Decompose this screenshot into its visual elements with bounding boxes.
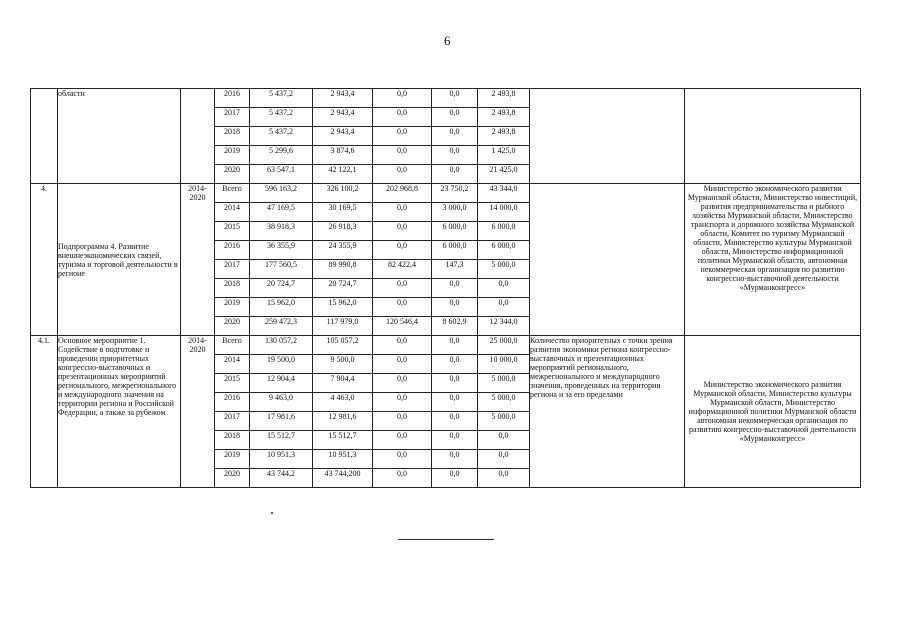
responsible: Министерство экономического развития Мурманской области, Министерство культуры Мурманской области, Министерство информационной политики Мурманской области автономная некоммерческая организация по развитию конгрессно-выставочной деятельности «Мурманконгресс» bbox=[685, 336, 861, 488]
year-cell: 2019 bbox=[215, 146, 250, 165]
value-cell-5: 21 425,0 bbox=[478, 165, 530, 184]
value-cell-2: 15 962,0 bbox=[313, 298, 373, 317]
value-cell-5: 2 493,8 bbox=[478, 89, 530, 108]
measure-name: Подпрограмма 4. Развитие внешнеэкономических связей, туризма и торговой деятельности в регионе bbox=[58, 184, 181, 336]
value-cell-5: 6 000,0 bbox=[478, 222, 530, 241]
value-cell-1: 5 437,2 bbox=[250, 127, 313, 146]
value-cell-1: 9 463,0 bbox=[250, 393, 313, 412]
year-cell: 2016 bbox=[215, 241, 250, 260]
value-cell-2: 326 100,2 bbox=[313, 184, 373, 203]
value-cell-3: 0,0 bbox=[373, 279, 432, 298]
value-cell-5: 2 493,8 bbox=[478, 127, 530, 146]
value-cell-4: 0,0 bbox=[432, 450, 478, 469]
value-cell-4: 0,0 bbox=[432, 374, 478, 393]
value-cell-2: 7 904,4 bbox=[313, 374, 373, 393]
value-cell-1: 5 437,2 bbox=[250, 108, 313, 127]
value-cell-1: 12 904,4 bbox=[250, 374, 313, 393]
value-cell-4: 0,0 bbox=[432, 165, 478, 184]
responsible bbox=[685, 89, 861, 184]
year-cell: 2019 bbox=[215, 298, 250, 317]
value-cell-2: 12 981,6 bbox=[313, 412, 373, 431]
value-cell-3: 0,0 bbox=[373, 108, 432, 127]
year-cell: 2020 bbox=[215, 317, 250, 336]
value-cell-1: 10 951,3 bbox=[250, 450, 313, 469]
value-cell-3: 0,0 bbox=[373, 127, 432, 146]
value-cell-5: 25 000,0 bbox=[478, 336, 530, 355]
value-cell-5: 5 000,0 bbox=[478, 412, 530, 431]
row-number bbox=[31, 89, 58, 184]
year-cell: 2019 bbox=[215, 450, 250, 469]
value-cell-4: 0,0 bbox=[432, 127, 478, 146]
value-cell-3: 0,0 bbox=[373, 431, 432, 450]
value-cell-5: 2 493,8 bbox=[478, 108, 530, 127]
value-cell-4: 23 750,2 bbox=[432, 184, 478, 203]
measure-name: Основное мероприятие 1. Содействие в подготовке и проведении приоритетных конгрессно-выставочных и презентационных мероприятий регионального, межрегионального и международного значения на территории региона и Российской Федерации, а также за рубежом bbox=[58, 336, 181, 488]
value-cell-1: 15 962,0 bbox=[250, 298, 313, 317]
value-cell-1: 63 547,1 bbox=[250, 165, 313, 184]
value-cell-3: 0,0 bbox=[373, 355, 432, 374]
value-cell-1: 17 981,6 bbox=[250, 412, 313, 431]
value-cell-1: 20 724,7 bbox=[250, 279, 313, 298]
value-cell-2: 2 943,4 bbox=[313, 127, 373, 146]
value-cell-5: 0,0 bbox=[478, 298, 530, 317]
year-cell: 2017 bbox=[215, 260, 250, 279]
value-cell-4: 8 602,9 bbox=[432, 317, 478, 336]
value-cell-2: 43 744,200 bbox=[313, 469, 373, 488]
value-cell-1: 5 299,6 bbox=[250, 146, 313, 165]
row-number: 4. bbox=[31, 184, 58, 336]
period: 2014-2020 bbox=[181, 184, 215, 336]
year-cell: Всего bbox=[215, 184, 250, 203]
value-cell-1: 19 500,0 bbox=[250, 355, 313, 374]
value-cell-2: 9 500,0 bbox=[313, 355, 373, 374]
value-cell-1: 15 512,7 bbox=[250, 431, 313, 450]
value-cell-4: 0,0 bbox=[432, 146, 478, 165]
year-cell: 2016 bbox=[215, 393, 250, 412]
value-cell-5: 5 000,0 bbox=[478, 393, 530, 412]
value-cell-3: 0,0 bbox=[373, 89, 432, 108]
value-cell-3: 0,0 bbox=[373, 336, 432, 355]
value-cell-5: 0,0 bbox=[478, 450, 530, 469]
value-cell-4: 0,0 bbox=[432, 412, 478, 431]
value-cell-3: 0,0 bbox=[373, 222, 432, 241]
value-cell-3: 120 546,4 bbox=[373, 317, 432, 336]
year-cell: 2020 bbox=[215, 469, 250, 488]
value-cell-3: 82 422,4 bbox=[373, 260, 432, 279]
value-cell-1: 43 744,2 bbox=[250, 469, 313, 488]
value-cell-1: 5 437,2 bbox=[250, 89, 313, 108]
page-number: 6 bbox=[444, 33, 451, 48]
value-cell-3: 0,0 bbox=[373, 203, 432, 222]
value-cell-5: 0,0 bbox=[478, 279, 530, 298]
value-cell-3: 0,0 bbox=[373, 412, 432, 431]
value-cell-2: 2 943,4 bbox=[313, 89, 373, 108]
value-cell-4: 0,0 bbox=[432, 469, 478, 488]
value-cell-4: 0,0 bbox=[432, 298, 478, 317]
year-cell: 2018 bbox=[215, 127, 250, 146]
value-cell-5: 43 344,0 bbox=[478, 184, 530, 203]
block-b-row bbox=[31, 184, 861, 203]
value-cell-3: 0,0 bbox=[373, 450, 432, 469]
value-cell-5: 14 000,0 bbox=[478, 203, 530, 222]
value-cell-4: 147,3 bbox=[432, 260, 478, 279]
block-a-row bbox=[31, 89, 861, 108]
value-cell-2: 3 874,6 bbox=[313, 146, 373, 165]
value-cell-2: 105 057,2 bbox=[313, 336, 373, 355]
value-cell-5: 5 000,0 bbox=[478, 260, 530, 279]
value-cell-3: 0,0 bbox=[373, 165, 432, 184]
value-cell-5: 10 000,0 bbox=[478, 355, 530, 374]
value-cell-2: 20 724,7 bbox=[313, 279, 373, 298]
block-c-row bbox=[31, 336, 861, 355]
measure-name: области bbox=[58, 89, 181, 184]
value-cell-2: 2 943,4 bbox=[313, 108, 373, 127]
value-cell-5: 0,0 bbox=[478, 469, 530, 488]
value-cell-2: 26 918,3 bbox=[313, 222, 373, 241]
indicator bbox=[530, 89, 685, 184]
year-cell: 2018 bbox=[215, 279, 250, 298]
end-rule bbox=[398, 539, 494, 540]
value-cell-4: 6 000,0 bbox=[432, 222, 478, 241]
value-cell-4: 0,0 bbox=[432, 431, 478, 450]
year-cell: 2014 bbox=[215, 203, 250, 222]
value-cell-4: 0,0 bbox=[432, 336, 478, 355]
year-cell: 2020 bbox=[215, 165, 250, 184]
value-cell-3: 0,0 bbox=[373, 393, 432, 412]
year-cell: 2016 bbox=[215, 89, 250, 108]
value-cell-4: 0,0 bbox=[432, 355, 478, 374]
value-cell-2: 10 951,3 bbox=[313, 450, 373, 469]
value-cell-3: 0,0 bbox=[373, 241, 432, 260]
value-cell-1: 259 472,3 bbox=[250, 317, 313, 336]
value-cell-2: 42 122,1 bbox=[313, 165, 373, 184]
year-cell: 2015 bbox=[215, 222, 250, 241]
value-cell-3: 0,0 bbox=[373, 146, 432, 165]
value-cell-2: 24 355,9 bbox=[313, 241, 373, 260]
value-cell-4: 3 000,0 bbox=[432, 203, 478, 222]
year-cell: 2017 bbox=[215, 412, 250, 431]
value-cell-4: 6 000,0 bbox=[432, 241, 478, 260]
value-cell-5: 1 425,0 bbox=[478, 146, 530, 165]
value-cell-3: 202 968,8 bbox=[373, 184, 432, 203]
year-cell: 2014 bbox=[215, 355, 250, 374]
value-cell-1: 177 560,5 bbox=[250, 260, 313, 279]
value-cell-4: 0,0 bbox=[432, 89, 478, 108]
value-cell-1: 38 918,3 bbox=[250, 222, 313, 241]
value-cell-2: 15 512,7 bbox=[313, 431, 373, 450]
value-cell-2: 117 979,0 bbox=[313, 317, 373, 336]
value-cell-3: 0,0 bbox=[373, 298, 432, 317]
value-cell-1: 596 163,2 bbox=[250, 184, 313, 203]
value-cell-5: 0,0 bbox=[478, 431, 530, 450]
value-cell-4: 0,0 bbox=[432, 108, 478, 127]
value-cell-5: 12 344,0 bbox=[478, 317, 530, 336]
value-cell-2: 89 990,8 bbox=[313, 260, 373, 279]
value-cell-4: 0,0 bbox=[432, 393, 478, 412]
indicator bbox=[530, 184, 685, 336]
stray-mark bbox=[271, 512, 273, 514]
responsible: Министерство экономического развития Мурманской области, Министерство инвестиций, развития предпринимательства и рыбного хозяйства Мурманской области, Министерство транспорта и дорожного хозяйства Мурманской области, Комитет по туризму Мурманской области, Министерство культуры Мурманской области, Министерство информационной политики Мурманской области, автономная некоммерческая организация по развитию конгрессно-выставочной деятельности «Мурманконгресс» bbox=[685, 184, 861, 336]
period: 2014-2020 bbox=[181, 336, 215, 488]
year-cell: 2015 bbox=[215, 374, 250, 393]
value-cell-1: 130 057,2 bbox=[250, 336, 313, 355]
value-cell-2: 30 169,5 bbox=[313, 203, 373, 222]
value-cell-3: 0,0 bbox=[373, 469, 432, 488]
row-number: 4.1. bbox=[31, 336, 58, 488]
program-table bbox=[30, 88, 861, 488]
year-cell: Всего bbox=[215, 336, 250, 355]
indicator: Количество приоритетных с точки зрения развития экономики региона конгрессно-выставочных и презентационных мероприятий регионального, межрегионального и международного значения, проведенных на территории региона и за его пределами bbox=[530, 336, 685, 488]
value-cell-1: 47 169,5 bbox=[250, 203, 313, 222]
period bbox=[181, 89, 215, 184]
year-cell: 2018 bbox=[215, 431, 250, 450]
year-cell: 2017 bbox=[215, 108, 250, 127]
value-cell-5: 6 000,0 bbox=[478, 241, 530, 260]
value-cell-1: 36 355,9 bbox=[250, 241, 313, 260]
value-cell-4: 0,0 bbox=[432, 279, 478, 298]
value-cell-5: 5 000,0 bbox=[478, 374, 530, 393]
value-cell-3: 0,0 bbox=[373, 374, 432, 393]
value-cell-2: 4 463,0 bbox=[313, 393, 373, 412]
table-body bbox=[31, 89, 861, 488]
